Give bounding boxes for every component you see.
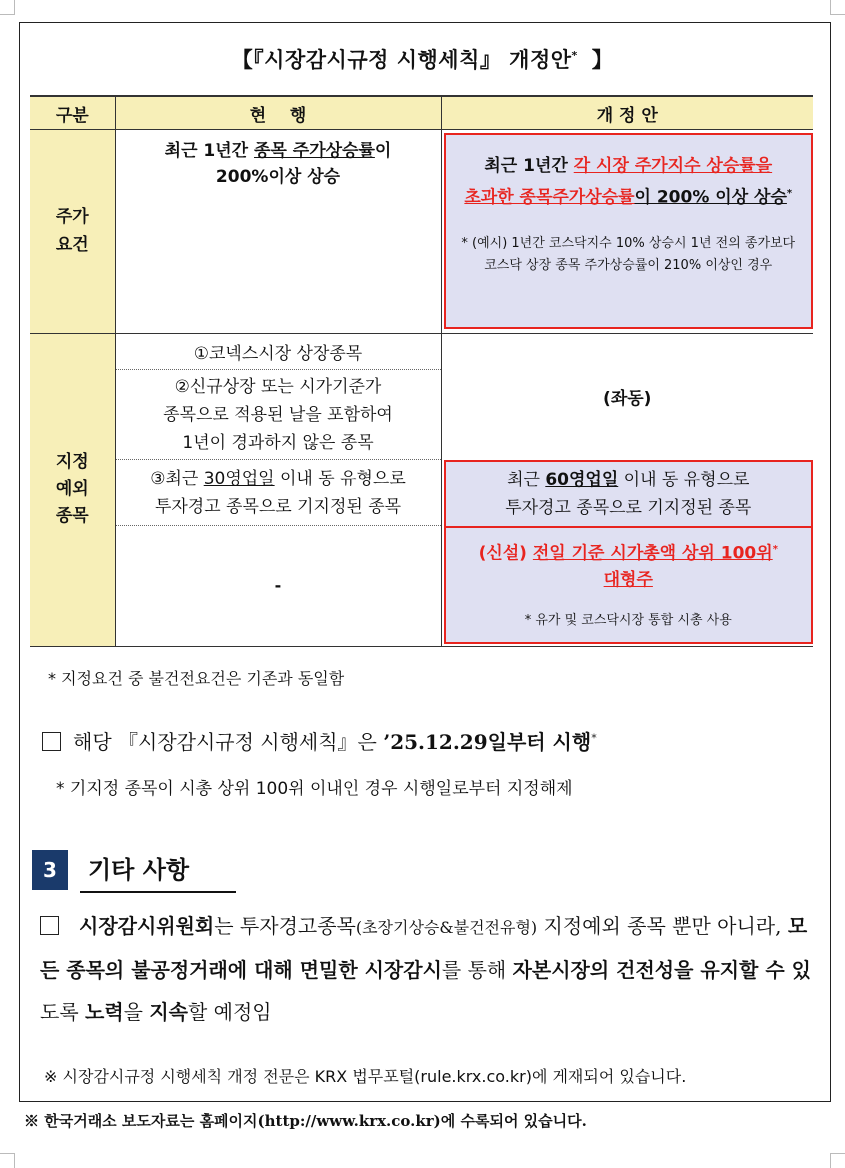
header-category: 구분	[30, 96, 115, 130]
row-category: 지정 예외 종목	[30, 334, 115, 647]
effective-date-bullet: 해당 『시장감시규정 시행세칙』은 ’25.12.29일부터 시행*	[42, 726, 597, 755]
footer-text: ※ 한국거래소 보도자료는 홈페이지(http://www.krx.co.kr)에 수록되어 있습니다.	[24, 1112, 587, 1130]
checkbox-icon	[40, 916, 59, 935]
current-cell: 최근 1년간 종목 주가상승률이 200%이상 상승	[115, 130, 441, 334]
header-current: 현 행	[115, 96, 441, 130]
footnote: * 기지정 종목이 시총 상위 100위 이내인 경우 시행일로부터 지정해제	[56, 779, 573, 799]
table-row	[30, 460, 813, 526]
amendment-table	[30, 95, 813, 647]
section-title: 기타 사항	[88, 856, 190, 884]
checkbox-icon	[42, 732, 61, 751]
body-paragraph: 시장감시위원회는 투자경고종목(초장기상승&불건전유형) 지정예외 종목 뿐만 아니라, 모든 종목의 불공정거래에 대해 면밀한 시장감시를 통해 자본시장의 건전성을 유지할 수 있도록 노력을 지속할 예정임	[40, 914, 811, 1024]
section-underline	[80, 891, 236, 893]
notice-text: ※ 시장감시규정 시행세칙 개정 전문은 KRX 법무포털(rule.krx.co.kr)에 게재되어 있습니다.	[44, 1067, 687, 1086]
market-cap-note: * 유가 및 코스닥시장 통합 시총 사용	[524, 613, 732, 629]
footnote: * 지정요건 중 불건전요건은 기존과 동일함	[48, 669, 345, 688]
row-category: 주가 요건	[30, 130, 115, 334]
exception-item-4: -	[115, 526, 441, 647]
proposed-item-3: 최근 60영업일 이내 동 유형으로 투자경고 종목으로 기지정된 종목	[441, 460, 813, 526]
same-as-current: (좌동)	[603, 389, 652, 410]
corner-mark	[830, 1153, 845, 1168]
page-title: 【『시장감시규정 시행세칙』 개정안* 】	[231, 48, 614, 72]
proposed-item-4: (신설) 전일 기준 시가총액 상위 100위* 대형주 * 유가 및 코스닥시장 통합 시총 사용	[441, 526, 813, 647]
exception-item-3: ③최근 30영업일 이내 동 유형으로 투자경고 종목으로 기지정된 종목	[115, 460, 441, 526]
corner-mark	[0, 1153, 15, 1168]
proposed-cell: 최근 1년간 각 시장 주가지수 상승률을 초과한 종목주가상승률이 200% 이상 상승* * (예시) 1년간 코스닥지수 10% 상승시 1년 전의 종가보다 코스닥 상장 종목 주가상승률이 210% 이상인 경우	[441, 130, 813, 334]
section-number-badge: 3	[32, 850, 68, 890]
header-proposed: 개 정 안	[441, 96, 813, 130]
exception-item-2: ②신규상장 또는 시가기준가 종목으로 적용된 날을 포함하여 1년이 경과하지 않은 종목	[115, 370, 441, 460]
table-row	[30, 526, 813, 647]
example-note: * (예시) 1년간 코스닥지수 10% 상승시 1년 전의 종가보다 코스닥 상장 종목 주가상승률이 210% 이상인 경우	[461, 236, 796, 274]
exception-item-1: ①코넥스시장 상장종목	[115, 334, 441, 370]
table-header-row	[30, 96, 813, 130]
table-row	[30, 334, 813, 370]
corner-mark	[0, 0, 15, 15]
corner-mark	[830, 0, 845, 15]
table-row	[30, 130, 813, 334]
